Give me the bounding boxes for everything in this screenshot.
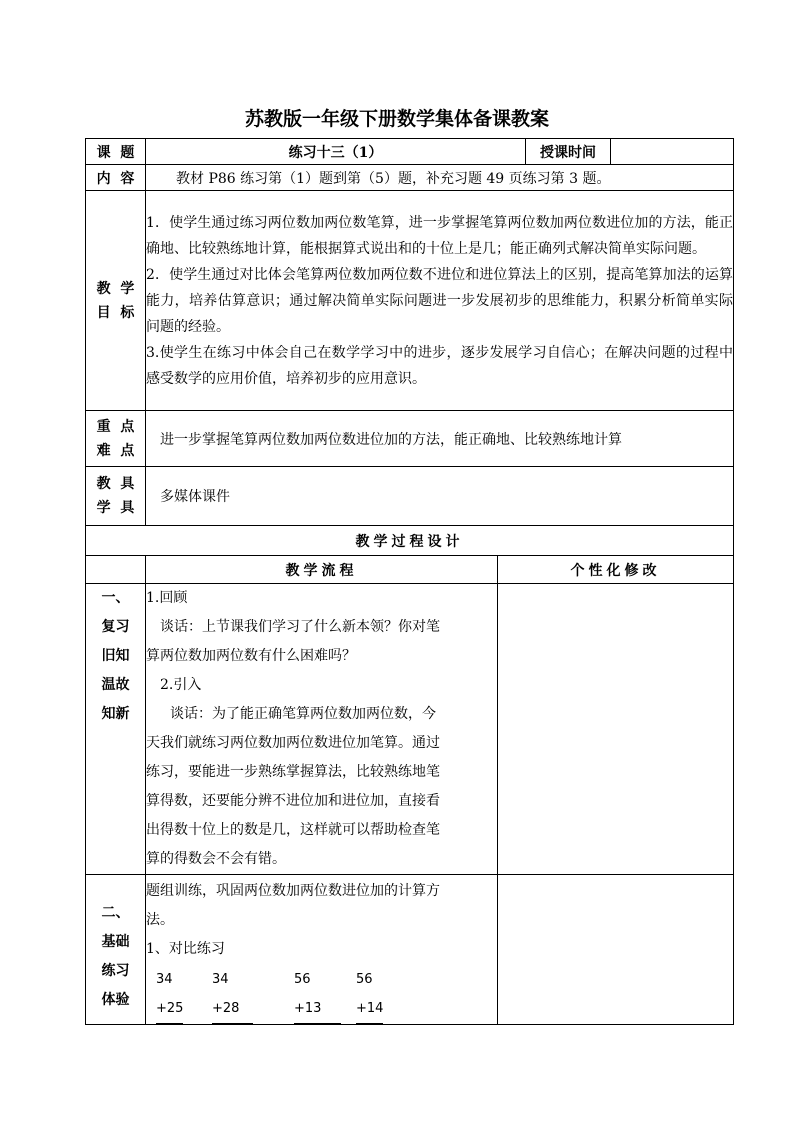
flow-line: 1.回顾 bbox=[146, 590, 188, 606]
document-title: 苏教版一年级下册数学集体备课教案 bbox=[244, 108, 549, 130]
addend-bottom: +28 bbox=[212, 994, 253, 1024]
time-label: 授课时间 bbox=[526, 139, 611, 165]
goals-row bbox=[86, 191, 734, 411]
keypoints-value: 进一步掌握笔算两位数加两位数进位加的方法，能正确地、比较熟练地计算 bbox=[146, 411, 734, 467]
flow-line: 算得数，还要能分辨不进位加和进位加，直接看 bbox=[146, 793, 440, 809]
lesson-plan-table bbox=[85, 138, 734, 1025]
addend-top: 56 bbox=[356, 971, 373, 987]
flow-line: 算的得数会不会有错。 bbox=[146, 851, 286, 867]
addend-top: 56 bbox=[294, 971, 311, 987]
section-label-line: 旧知 bbox=[101, 648, 130, 664]
section-label-line: 一、 bbox=[101, 590, 130, 606]
section-review-modification bbox=[498, 584, 734, 875]
process-header-row bbox=[86, 556, 734, 584]
flow-line: 1、对比练习 bbox=[146, 941, 225, 957]
topic-row bbox=[86, 139, 734, 165]
addend-top: 34 bbox=[212, 971, 229, 987]
tools-label-bottom: 学 具 bbox=[96, 500, 135, 516]
section-label-line: 知新 bbox=[101, 706, 130, 722]
goal-paragraph: 1．使学生通过练习两位数加两位数笔算，进一步掌握笔算两位数加两位数进位加的方法，能正确地、比较熟练地计算，能根据算式说出和的十位上是几；能正确列式解决简单实际问题。 bbox=[146, 214, 733, 257]
flow-column-header: 教学流程 bbox=[146, 556, 498, 584]
goals-text bbox=[146, 191, 734, 411]
goals-label-top: 教 学 bbox=[96, 280, 135, 297]
section-review-label bbox=[86, 584, 146, 875]
flow-line: 出得数十位上的数是几，这样就可以帮助检查笔 bbox=[146, 822, 440, 838]
section-label-line: 练习 bbox=[101, 963, 130, 979]
topic-value: 练习十三（1） bbox=[146, 139, 526, 165]
keypoints-row bbox=[86, 411, 734, 467]
section-review-flow bbox=[146, 584, 498, 875]
section-label-line: 复习 bbox=[101, 619, 130, 635]
goal-paragraph: 3.使学生在练习中体会自己在数学学习中的进步，逐步发展学习自信心；在解决问题的过程中感受数学的应用价值，培养初步的应用意识。 bbox=[146, 344, 733, 387]
section-practice-flow bbox=[146, 875, 498, 1025]
addition-exercises bbox=[146, 964, 497, 1024]
flow-line: 练习，要能进一步熟练掌握算法，比较熟练地笔 bbox=[146, 764, 440, 780]
tools-value: 多媒体课件 bbox=[146, 467, 734, 526]
topic-label: 课 题 bbox=[86, 139, 146, 165]
section-practice-row bbox=[86, 875, 734, 1025]
goals-label bbox=[86, 191, 146, 411]
flow-line: 2.引入 bbox=[160, 677, 202, 693]
flow-line: 谈话：上节课我们学习了什么新本领？你对笔 bbox=[160, 619, 440, 635]
addend-top: 34 bbox=[156, 971, 173, 987]
modification-column-header: 个性化修改 bbox=[498, 556, 734, 584]
content-row bbox=[86, 165, 734, 191]
keypoints-label-top: 重 点 bbox=[96, 418, 135, 435]
section-practice-label bbox=[86, 875, 146, 1025]
addend-bottom: +25 bbox=[156, 994, 183, 1024]
process-title-row bbox=[86, 526, 734, 556]
keypoints-label-bottom: 难 点 bbox=[96, 442, 135, 459]
section-label-line: 体验 bbox=[101, 992, 130, 1008]
process-title: 教学过程设计 bbox=[86, 526, 734, 556]
section-label-line: 温故 bbox=[101, 677, 130, 693]
section-label-line: 二、 bbox=[101, 905, 130, 921]
addend-bottom: +14 bbox=[356, 994, 383, 1024]
section-review-row bbox=[86, 584, 734, 875]
tools-label-top: 教 具 bbox=[96, 476, 135, 492]
goal-paragraph: 2．使学生通过对比体会笔算两位数加两位数不进位和进位算法上的区别，提高笔算加法的运算能力，培养估算意识；通过解决简单实际问题进一步发展初步的思维能力，积累分析简单实际问题的经验。 bbox=[146, 266, 733, 335]
addends-top-row bbox=[146, 964, 497, 994]
addends-bottom-row bbox=[146, 994, 497, 1024]
tools-row bbox=[86, 467, 734, 526]
section-label-line: 基础 bbox=[101, 934, 130, 950]
flow-line: 法。 bbox=[146, 912, 174, 928]
content-value: 教材 P86 练习第（1）题到第（5）题，补充习题 49 页练习第 3 题。 bbox=[146, 165, 734, 191]
keypoints-label bbox=[86, 411, 146, 467]
process-header-blank bbox=[86, 556, 146, 584]
tools-label bbox=[86, 467, 146, 526]
addend-bottom: +13 bbox=[294, 994, 341, 1024]
time-value bbox=[611, 139, 734, 165]
flow-line: 天我们就练习两位数加两位数进位加笔算。通过 bbox=[146, 735, 440, 751]
section-practice-modification bbox=[498, 875, 734, 1025]
content-label: 内 容 bbox=[86, 165, 146, 191]
flow-line: 题组训练，巩固两位数加两位数进位加的计算方 bbox=[146, 883, 440, 899]
goals-label-bottom: 目 标 bbox=[96, 304, 135, 321]
flow-line: 谈话：为了能正确笔算两位数加两位数，今 bbox=[170, 706, 436, 722]
flow-line: 算两位数加两位数有什么困难吗？ bbox=[146, 648, 356, 664]
